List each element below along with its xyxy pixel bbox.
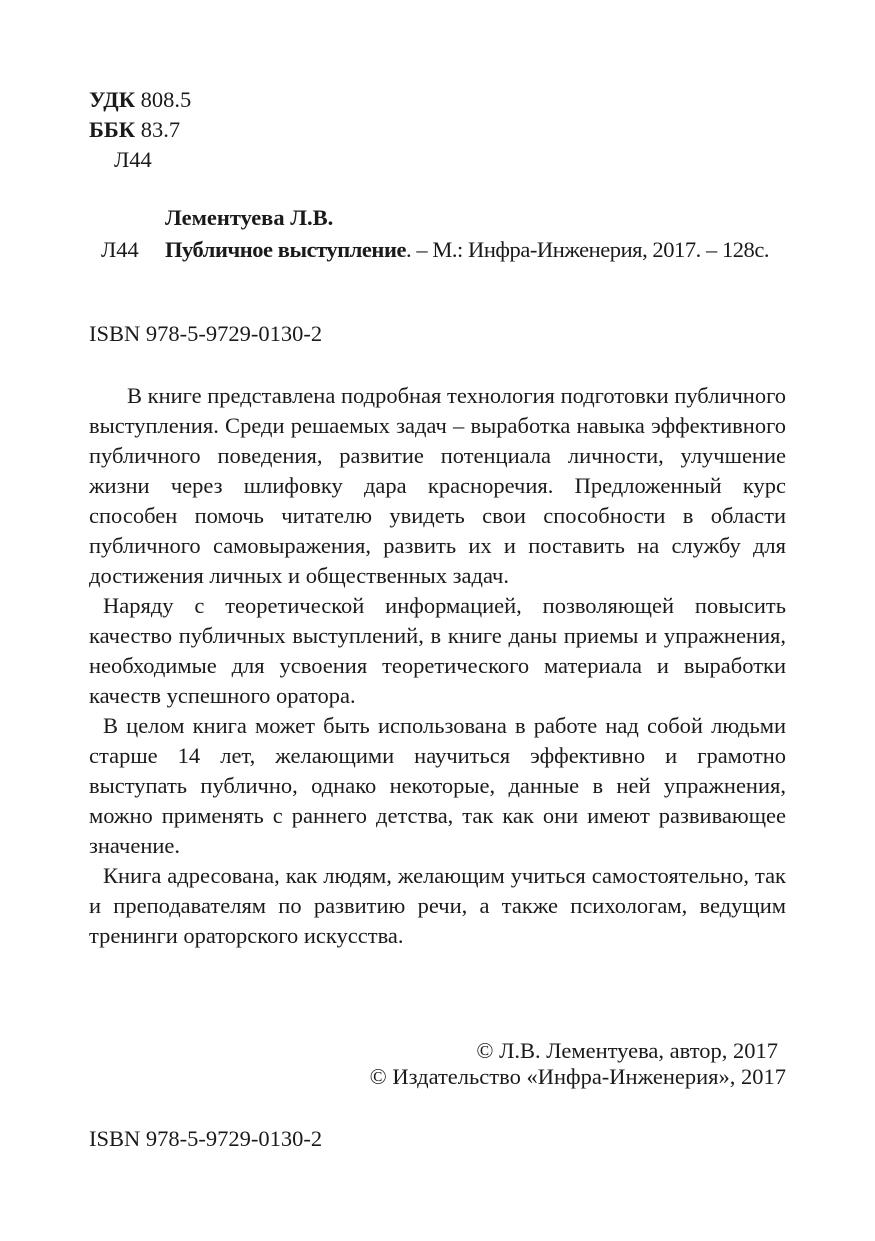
author-mark: Л44	[114, 147, 152, 172]
record-author-mark: Л44	[101, 237, 139, 262]
copyright-author: © Л.В. Лементуева, автор, 2017	[476, 1038, 778, 1063]
bbk-label: ББК	[89, 117, 136, 142]
copyright-publisher: © Издательство «Инфра-Инженерия», 2017	[369, 1064, 786, 1089]
record-imprint: . – М.: Инфра-Инженерия, 2017. – 128с.	[406, 237, 770, 262]
annotation	[89, 381, 786, 951]
udk-line	[89, 89, 191, 112]
annotation-paragraph-1: В книге представлена подробная технология подготовки публичного выступления. Среди решаемых задач – выработка навыка эффективного публичного поведения, развитие потенциала личности, улучшение жизни через шлифовку дара красноречия. Предложенный курс способен помочь читателю увидеть свои способности в области публичного самовыражения, развить их и поставить на службу для достижения личных и общественных задач.	[89, 383, 786, 588]
record-title: Публичное выступление	[165, 237, 406, 262]
udk-value: 808.5	[140, 87, 192, 112]
record-title-line	[165, 239, 769, 262]
bbk-line	[89, 119, 180, 142]
record-author: Лементуева Л.В.	[165, 205, 334, 230]
isbn-bottom: ISBN 978-5-9729-0130-2	[89, 1126, 323, 1151]
annotation-paragraph-3: В целом книга может быть использована в работе над собой людьми старше 14 лет, желающими научиться эффективно и грамотно выступать публично, однако некоторые, данные в ней упражнения, можно применять с раннего детства, так как они имеют развивающее значение.	[89, 713, 786, 858]
isbn-top: ISBN 978-5-9729-0130-2	[89, 321, 323, 346]
udk-label: УДК	[89, 87, 136, 112]
bbk-value: 83.7	[140, 117, 181, 142]
annotation-paragraph-2: Наряду с теоретической информацией, позволяющей повысить качество публичных выступлений, в книге даны приемы и упражнения, необходимые для усвоения теоретического материала и выработки качеств успешного оратора.	[89, 593, 786, 708]
annotation-paragraph-4: Книга адресована, как людям, желающим учиться самостоятельно, так и преподавателям по развитию речи, а также психологам, ведущим тренинги ораторского искусства.	[89, 863, 786, 948]
